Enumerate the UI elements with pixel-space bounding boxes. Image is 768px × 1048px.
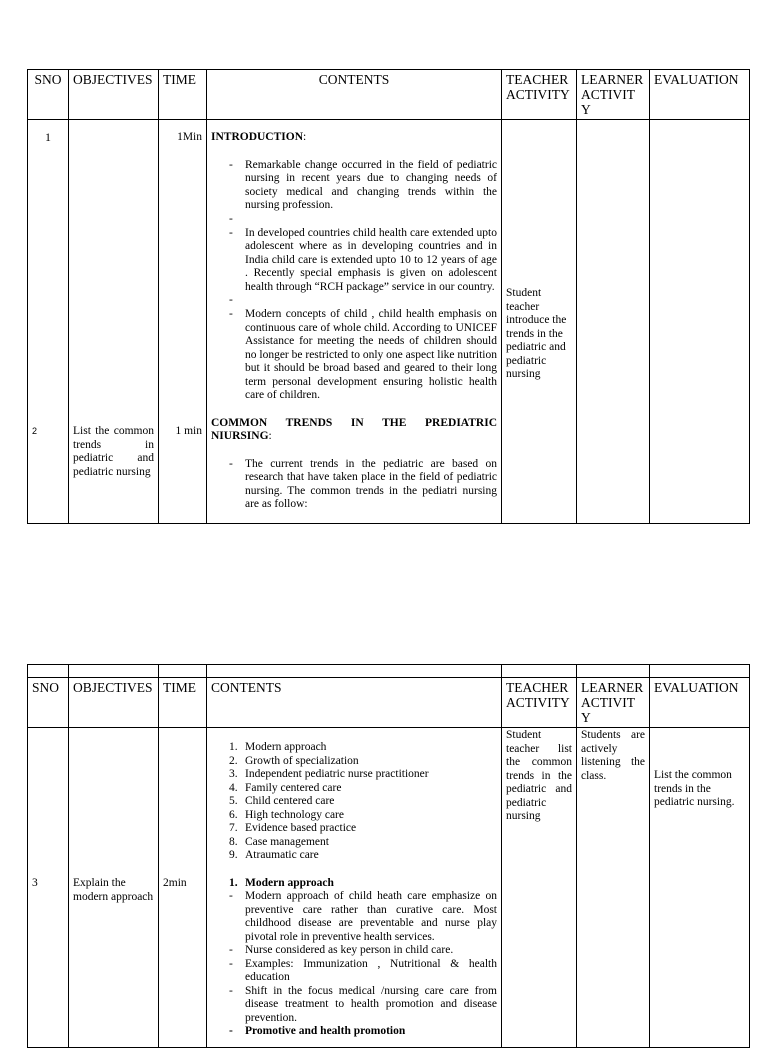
row-3-teacher-activity: Student teacher list the common trends in the pediatric and pediatric nursing (506, 729, 572, 822)
common-trends-heading: COMMON TRENDS IN THE PREDIATRIC NIURSING: (211, 416, 497, 442)
modern-approach-points (211, 890, 497, 1039)
contents-cell (207, 120, 502, 524)
row-2-sno: 2 (32, 425, 38, 436)
header-learner-activity (577, 70, 650, 120)
modern-approach-heading: 1. Modern approach (229, 876, 334, 889)
table-header-row (28, 678, 750, 728)
contents-cell (207, 728, 502, 1048)
list-item: - Examples: Immunization , Nutritional & health education (211, 958, 497, 985)
table-spacer-row (28, 665, 750, 678)
list-item: 7. Evidence based practice (229, 822, 357, 834)
header-time: TIME (159, 70, 207, 120)
row-3-objective: Explain the modern approach (73, 877, 154, 903)
list-item: 5. Child centered care (229, 795, 335, 807)
list-item: - Modern approach of child heath care emphasize on preventive care rather than curative care. Most childhood disease are preventable and nurse play pivotal role in preventive health services. (211, 890, 497, 944)
list-item: - Nurse considered as key person in child care. (211, 944, 497, 958)
header-objectives: OBJECTIVES (69, 678, 159, 728)
row-1-teacher-activity: Student teacher introduce the trends in the pediatric and pediatric nursing (506, 287, 567, 380)
list-item: 3. Independent pediatric nurse practitioner (229, 768, 429, 780)
header-contents: CONTENTS (207, 70, 502, 120)
intro-point: - Modern concepts of child , child health emphasis on continuous care of whole child. According to UNICEF Assistance for meeting the needs of children should no longer be restricted to only one aspect like nutrition but it should be broad based and geared to their long term personal development ensuring holistic health care of children. (211, 308, 497, 403)
list-item-cut: - Promotive and health promotion (211, 1025, 497, 1039)
header-learner-line1: LEARNER ACTIVIT (581, 72, 644, 102)
list-item: 4. Family centered care (229, 781, 342, 794)
header-teacher-activity: TEACHER ACTIVITY (502, 678, 577, 728)
row-3-time: 2min (163, 877, 187, 889)
row-3-sno: 3 (32, 877, 38, 889)
row-3-learner-activity: Students are actively listening the class. (581, 729, 645, 782)
header-time: TIME (159, 678, 207, 728)
table-header-row (28, 70, 750, 120)
header-sno: SNO (28, 678, 69, 728)
list-item: 8. Case management (229, 835, 329, 848)
header-learner-line2: Y (581, 710, 591, 725)
common-trends-points (211, 458, 497, 512)
row-1-sno: 1 (45, 130, 51, 144)
list-item: - Shift in the focus medical /nursing care care from disease treatment to health promotion and disease prevention. (211, 985, 497, 1026)
trend-point: - The current trends in the pediatric are based on research that have taken place in the field of pediatric nursing. The common trends in the pediatri nursing are as follow: (211, 458, 497, 512)
header-evaluation: EVALUATION (650, 678, 750, 728)
table-row (28, 120, 750, 524)
row-3-evaluation: List the common trends in the pediatric nursing. (654, 769, 735, 808)
header-learner-line1: LEARNER ACTIVIT (581, 680, 644, 710)
list-item: 1. Modern approach (229, 741, 327, 753)
row-2-time: 1 min (175, 424, 202, 437)
intro-point: - In developed countries child health care extended upto adolescent where as in developing countries and in India child care is extended upto 10 to 12 years of age . Recently special emphasis is given on adolescent health through “RCH package” service in our country. (211, 227, 497, 295)
header-sno: SNO (28, 70, 69, 120)
intro-heading: INTRODUCTION: (211, 131, 307, 143)
list-item: 2. Growth of specialization (229, 754, 359, 767)
header-contents: CONTENTS (207, 678, 502, 728)
header-learner-line2: Y (581, 102, 591, 117)
trends-list (211, 741, 497, 863)
row-2-objective: List the common trends in pediatric and pediatric nursing (73, 425, 154, 478)
list-item: 9. Atraumatic care (229, 849, 319, 861)
header-evaluation: EVALUATION (650, 70, 750, 120)
table-row (28, 728, 750, 1048)
intro-points (211, 159, 497, 403)
lesson-plan-table-2 (27, 664, 750, 1048)
list-item: 6. High technology care (229, 808, 344, 821)
intro-point: - Remarkable change occurred in the field of pediatric nursing in recent years due to changing needs of society medical and changing trends within the nursing profession. (211, 159, 497, 213)
header-teacher-activity: TEACHER ACTIVITY (502, 70, 577, 120)
row-1-time: 1Min (177, 131, 202, 143)
header-objectives: OBJECTIVES (69, 70, 159, 120)
lesson-plan-table-1 (27, 69, 750, 524)
header-learner-activity (577, 678, 650, 728)
